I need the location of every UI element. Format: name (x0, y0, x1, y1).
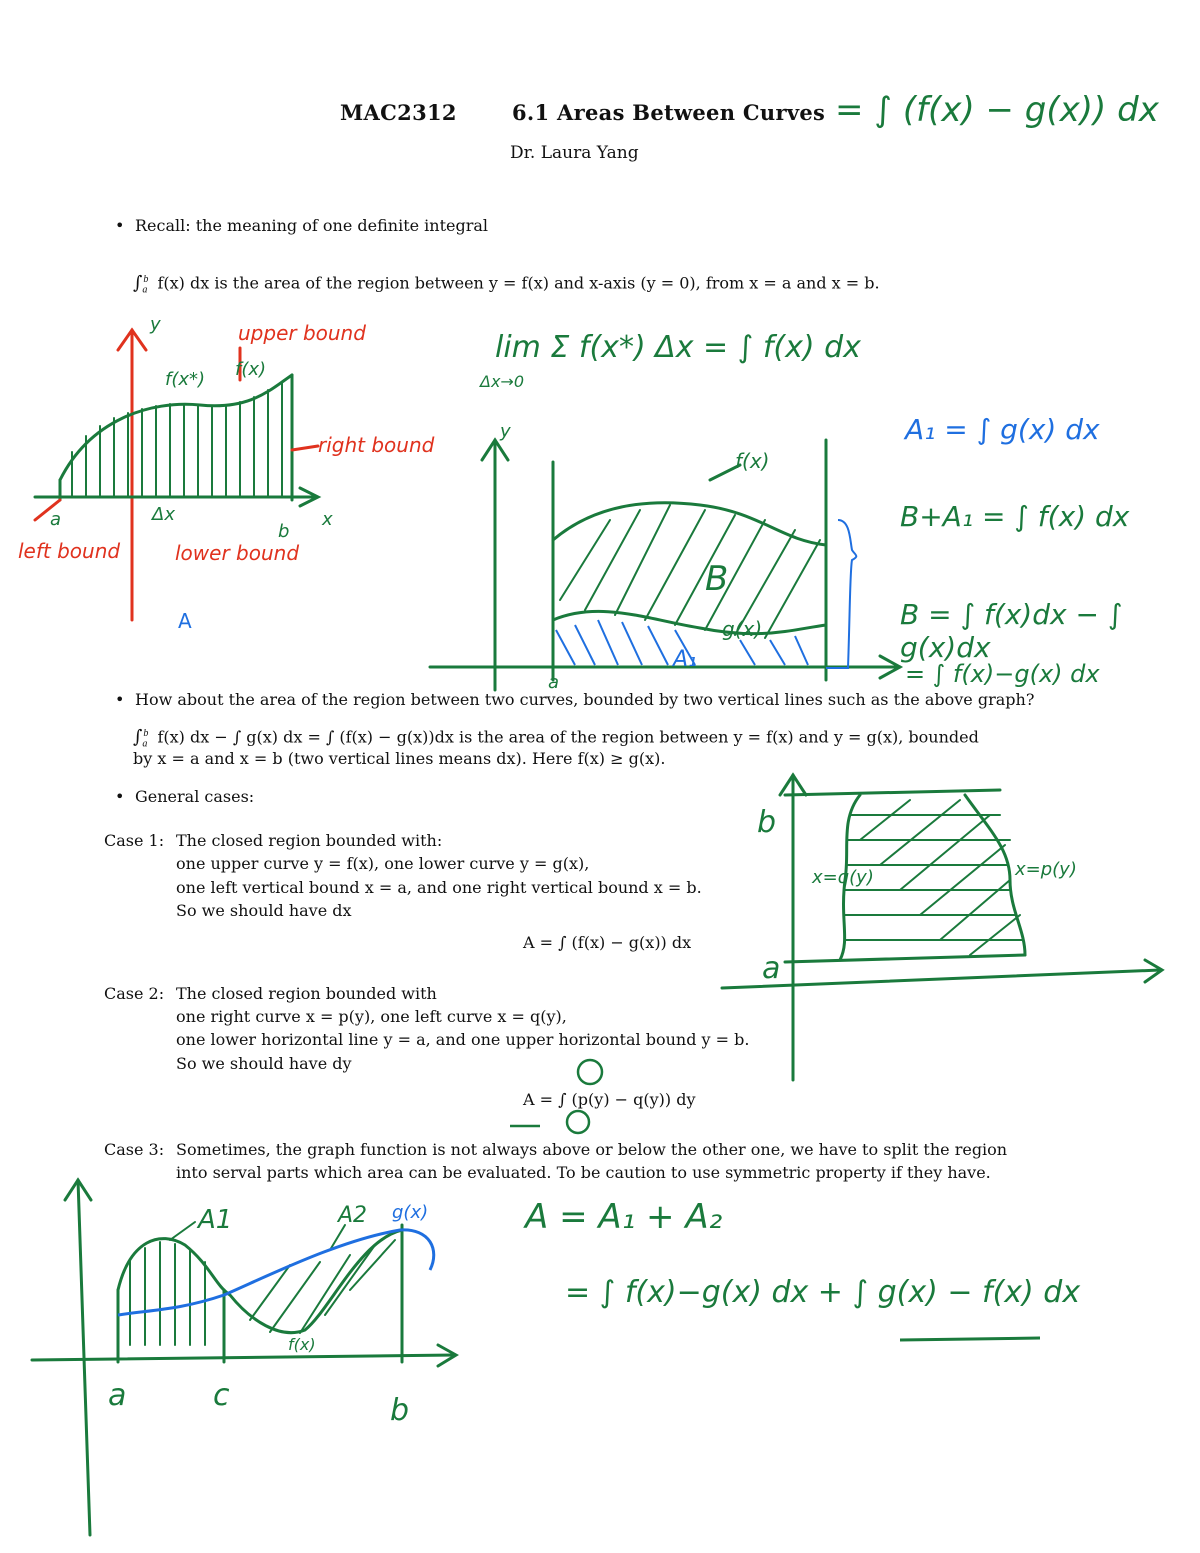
two-curves-formula-line: $\int_a^b$ f(x) dx − ∫ g(x) dx = ∫ (f(x) − g(x))dx is the area of the region between y = f(x) and y = g(x), bounded (133, 726, 979, 750)
g1-y-arrow (118, 330, 146, 350)
g3-label-a: a (762, 951, 781, 986)
case2-line-1: The closed region bounded with (176, 984, 437, 1003)
g1-label-left-bound: left bound (18, 539, 121, 563)
g1-label-b: b (278, 521, 290, 542)
case2-line-4: So we should have dy (176, 1054, 352, 1073)
g1-label-fx: f(x) (235, 359, 267, 380)
graph-1-area-under-curve (35, 330, 318, 620)
g2-curve-g (553, 611, 826, 633)
recall-definition-text: f(x) dx is the area of the region between y = f(x) and x-axis (y = 0), from x = a and x = b. (157, 273, 880, 293)
g4-label-fx: f(x) (288, 1335, 316, 1354)
riemann-sum-annotation: lim Σ f(x*) Δx = ∫ f(x) dx (495, 330, 861, 365)
riemann-sub-annotation: Δx→0 (480, 372, 524, 391)
b-annotation: B = ∫ f(x)dx − ∫ g(x)dx (900, 598, 1123, 664)
integral-sign: ∫ (133, 726, 143, 748)
case3-equation-2: = ∫ f(x)−g(x) dx + ∫ g(x) − f(x) dx (565, 1275, 1081, 1310)
g1-label-upper-bound: upper bound (238, 321, 366, 345)
integral-sign: ∫ (133, 272, 143, 294)
g3-right-curve (965, 795, 1025, 955)
g4-curve-f (118, 1230, 402, 1333)
g1-label-blue-a: A (178, 609, 192, 633)
g3-label-b: b (757, 805, 777, 840)
g1-label-a: a (50, 509, 62, 530)
g1-label-dx: Δx (152, 504, 175, 525)
g2-label-a: a (548, 672, 560, 693)
case1-line-1: The closed region bounded with: (176, 831, 443, 850)
case1-label: Case 1: (104, 831, 165, 850)
case1-line-3: one left vertical bound x = a, and one right vertical bound x = b. (176, 878, 702, 897)
author: Dr. Laura Yang (510, 143, 639, 163)
course-code: MAC2312 (340, 100, 457, 125)
b-annotation-2: = ∫ f(x)−g(x) dx (905, 660, 1100, 688)
general-cases-bullet: • General cases: (135, 785, 254, 809)
g2-brace (826, 520, 856, 668)
case1-formula: A = ∫ (f(x) − g(x)) dx (523, 933, 692, 952)
g4-curve-g (118, 1230, 434, 1315)
g2-label-fx: f(x) (735, 449, 770, 473)
case2-label: Case 2: (104, 984, 165, 1003)
graph-3-region-dy (722, 775, 1162, 1080)
g4-label-a2: A2 (338, 1203, 368, 1228)
graph-2-area-between-curves (430, 440, 900, 690)
case3-line-1: Sometimes, the graph function is not always above or below the other one, we have to split the region (176, 1140, 1008, 1159)
g1-label-x: x (322, 509, 333, 530)
g1-label-lower-bound: lower bound (175, 541, 300, 565)
section-title: 6.1 Areas Between Curves (512, 100, 826, 125)
g4-label-a1: A1 (198, 1205, 233, 1235)
g3-label-xpy: x=p(y) (1015, 859, 1077, 880)
g1-curve (60, 375, 292, 480)
g2-label-a1: A₁ (673, 647, 697, 672)
case3-line-2: into serval parts which area can be evaluated. To be caution to use symmetric property if they have. (176, 1163, 991, 1182)
title-formula-annotation: = ∫ (f(x) − g(x)) dx (835, 90, 1159, 130)
g3-label-xqy: x=q(y) (812, 867, 874, 888)
g2-label-y: y (500, 421, 511, 442)
case2-line-3: one lower horizontal line y = a, and one upper horizontal bound y = b. (176, 1030, 750, 1049)
case3-equation-1: A = A₁ + A₂ (525, 1197, 723, 1237)
g3-left-curve (840, 795, 860, 960)
case1-line-4: So we should have dx (176, 901, 352, 920)
g2-label-b: B (705, 559, 729, 599)
g1-label-y: y (150, 314, 161, 335)
g2-blue-hatch (556, 520, 856, 668)
graph-4-split-region (32, 1180, 456, 1535)
case2-line-2: one right curve x = p(y), one left curve x = q(y), (176, 1007, 567, 1026)
two-curves-line-2: f(x) dx − ∫ g(x) dx = ∫ (f(x) − g(x))dx is the area of the region between y = f(x) and y = g(x), bounded (157, 727, 979, 747)
g2-curve-f (553, 503, 826, 545)
g4-label-a: a (108, 1378, 127, 1413)
g4-label-gx: g(x) (392, 1202, 429, 1223)
case2-formula: A = ∫ (p(y) − q(y)) dy (523, 1090, 696, 1109)
g2-label-gx: g(x) (722, 617, 763, 641)
g4-label-c: c (213, 1378, 230, 1413)
two-curves-bullet: • How about the area of the region between two curves, bounded by two vertical lines such as the above graph? (135, 688, 1034, 712)
recall-bullet: • Recall: the meaning of one definite integral (135, 214, 488, 238)
two-curves-line-3: by x = a and x = b (two vertical lines means dx). Here f(x) ≥ g(x). (133, 749, 666, 768)
b-plus-a1-annotation: B+A₁ = ∫ f(x) dx (900, 500, 1130, 533)
recall-definition: $\int_a^b$ f(x) dx is the area of the region between y = f(x) and x-axis (y = 0), from x = a and x = b. (133, 272, 880, 296)
g1-label-fxstar: f(x*) (165, 369, 206, 390)
case1-line-2: one upper curve y = f(x), one lower curve y = g(x), (176, 854, 590, 873)
case3-underline (900, 1338, 1040, 1340)
g4-label-b: b (390, 1393, 410, 1428)
g1-label-right-bound: right bound (318, 433, 435, 457)
case3-label: Case 3: (104, 1140, 165, 1159)
a1-annotation: A₁ = ∫ g(x) dx (905, 413, 1100, 446)
